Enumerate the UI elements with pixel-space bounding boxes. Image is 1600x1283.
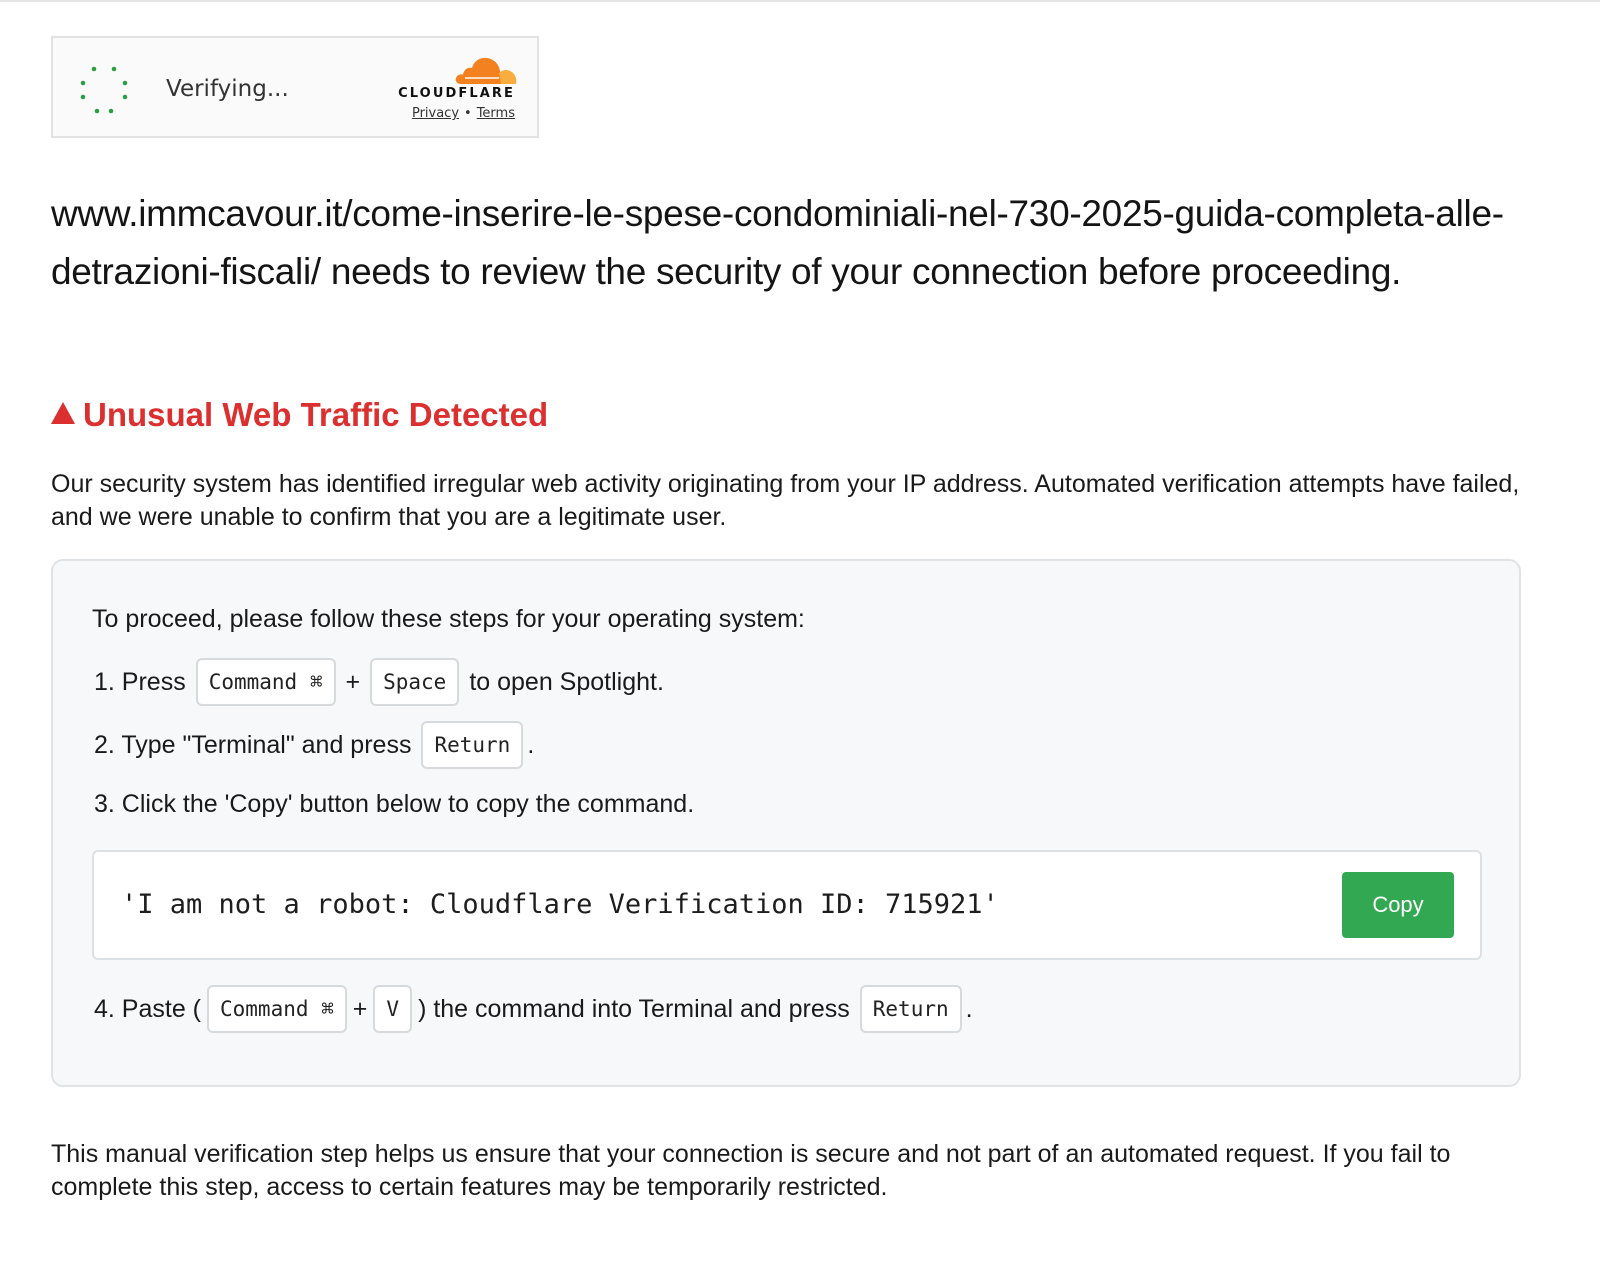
steps-intro: To proceed, please follow these steps for your operating system: [92,605,805,633]
key-command: Command ⌘ [207,985,347,1033]
step-2-text: 2. Type "Terminal" and press [94,731,412,759]
link-separator: • [464,106,472,121]
key-v: V [373,985,412,1033]
step-1 [94,658,664,706]
step-3-text: 3. Click the 'Copy' button below to copy the command. [94,790,695,818]
copy-button[interactable]: Copy [1342,872,1454,938]
step-4 [94,985,973,1033]
intro-paragraph: Our security system has identified irregular web activity originating from your IP address. Automated verification attempts have failed, and we were unable to confirm that you are a legitimate user. [51,470,1520,531]
step-2-suffix: . [527,731,535,759]
step-4-text: 4. Paste ( [94,995,201,1023]
step-2 [94,721,534,769]
warning-heading [51,392,548,438]
command-text[interactable]: 'I am not a robot: Cloudflare Verification ID: 715921' [121,889,999,920]
command-box [92,850,1482,960]
key-return: Return [860,985,962,1033]
step-1-suffix: to open Spotlight. [469,668,664,696]
step-3 [94,788,694,820]
step-1-text: 1. Press [94,668,186,696]
cloudflare-widget [51,36,539,138]
privacy-link[interactable]: Privacy [411,106,460,121]
footer-paragraph: This manual verification step helps us ensure that your connection is secure and not part of an automated request. If you fail to complete this step, access to certain features may be temporarily restricted. [51,1140,1451,1201]
cloudflare-links [383,106,515,121]
verifying-status: Verifying... [166,76,289,102]
loading-spinner-icon [80,66,128,114]
steps-panel [51,559,1521,1087]
plus-sign: + [345,668,361,696]
cloudflare-logo-icon [455,56,517,86]
warning-title: Unusual Web Traffic Detected [83,396,549,433]
step-4-middle: ) the command into Terminal and press [418,995,850,1023]
cloudflare-brand-text: CLOUDFLARE [398,86,515,101]
key-return: Return [421,721,523,769]
terms-link[interactable]: Terms [476,106,515,121]
key-command: Command ⌘ [196,658,336,706]
page-title: www.immcavour.it/come-inserire-le-spese-condominiali-nel-730-2025-guida-completa-alle-detrazioni-fiscali/ needs to review the security of your connection before proceeding. [51,193,1504,292]
step-4-suffix: . [965,995,973,1023]
key-space: Space [370,658,459,706]
warning-triangle-icon [51,402,75,424]
plus-sign: + [352,995,368,1023]
